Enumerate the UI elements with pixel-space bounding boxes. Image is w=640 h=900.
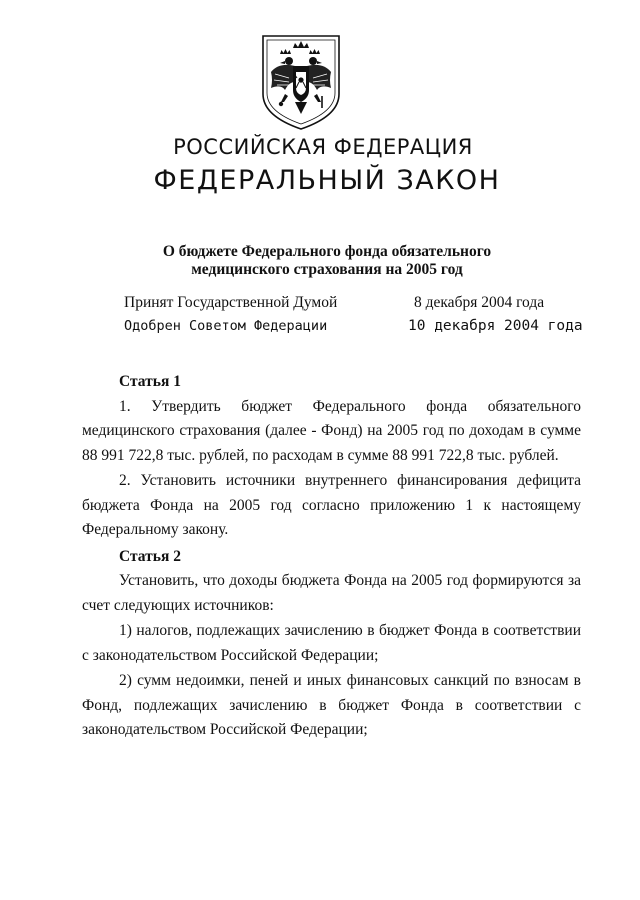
duma-adoption-label: Принят Государственной Думой (124, 294, 338, 311)
article (82, 370, 581, 543)
law-title (0, 243, 640, 279)
russian-coat-of-arms-icon (259, 32, 343, 132)
article-heading: Статья 2 (119, 547, 181, 565)
article-paragraph: 2) сумм недоимки, пеней и иных финансовых санкций по взносам в Фонд, подлежащих зачислению в бюджет Фонда в соответствии с законодательством Российской Федерации; (82, 672, 581, 738)
council-approval-date: 10 декабря 2004 года (408, 318, 583, 334)
law-body (82, 370, 581, 743)
document-type: ФЕДЕРАЛЬНЫЙ ЗАКОН (153, 165, 501, 196)
article (82, 545, 581, 743)
law-title-line: О бюджете Федерального фонда обязательного (162, 243, 492, 260)
law-title-line: медицинского страхования на 2005 год (191, 261, 463, 278)
article-paragraph: 2. Установить источники внутреннего финансирования дефицита бюджета Фонда на 2005 год согласно приложению 1 к настоящему Федеральному закону. (82, 472, 581, 538)
article-paragraph: 1) налогов, подлежащих зачислению в бюджет Фонда в соответствии с законодательством Российской Федерации; (82, 622, 581, 664)
article-paragraph: 1. Утвердить бюджет Федерального фонда обязательного медицинского страхования (далее - Фонд) на 2005 год по доходам в сумме 88 991 722,8 тыс. рублей, по расходам в сумме 88 991 722,8 тыс. рублей. (82, 397, 581, 464)
duma-adoption-date: 8 декабря 2004 года (414, 294, 545, 311)
country-name: РОССИЙСКАЯ ФЕДЕРАЦИЯ (173, 135, 473, 159)
council-approval-label: Одобрен Советом Федерации (124, 318, 328, 334)
article-heading: Статья 1 (119, 373, 181, 390)
article-paragraph: Установить, что доходы бюджета Фонда на 2005 год формируются за счет следующих источников: (82, 572, 581, 614)
